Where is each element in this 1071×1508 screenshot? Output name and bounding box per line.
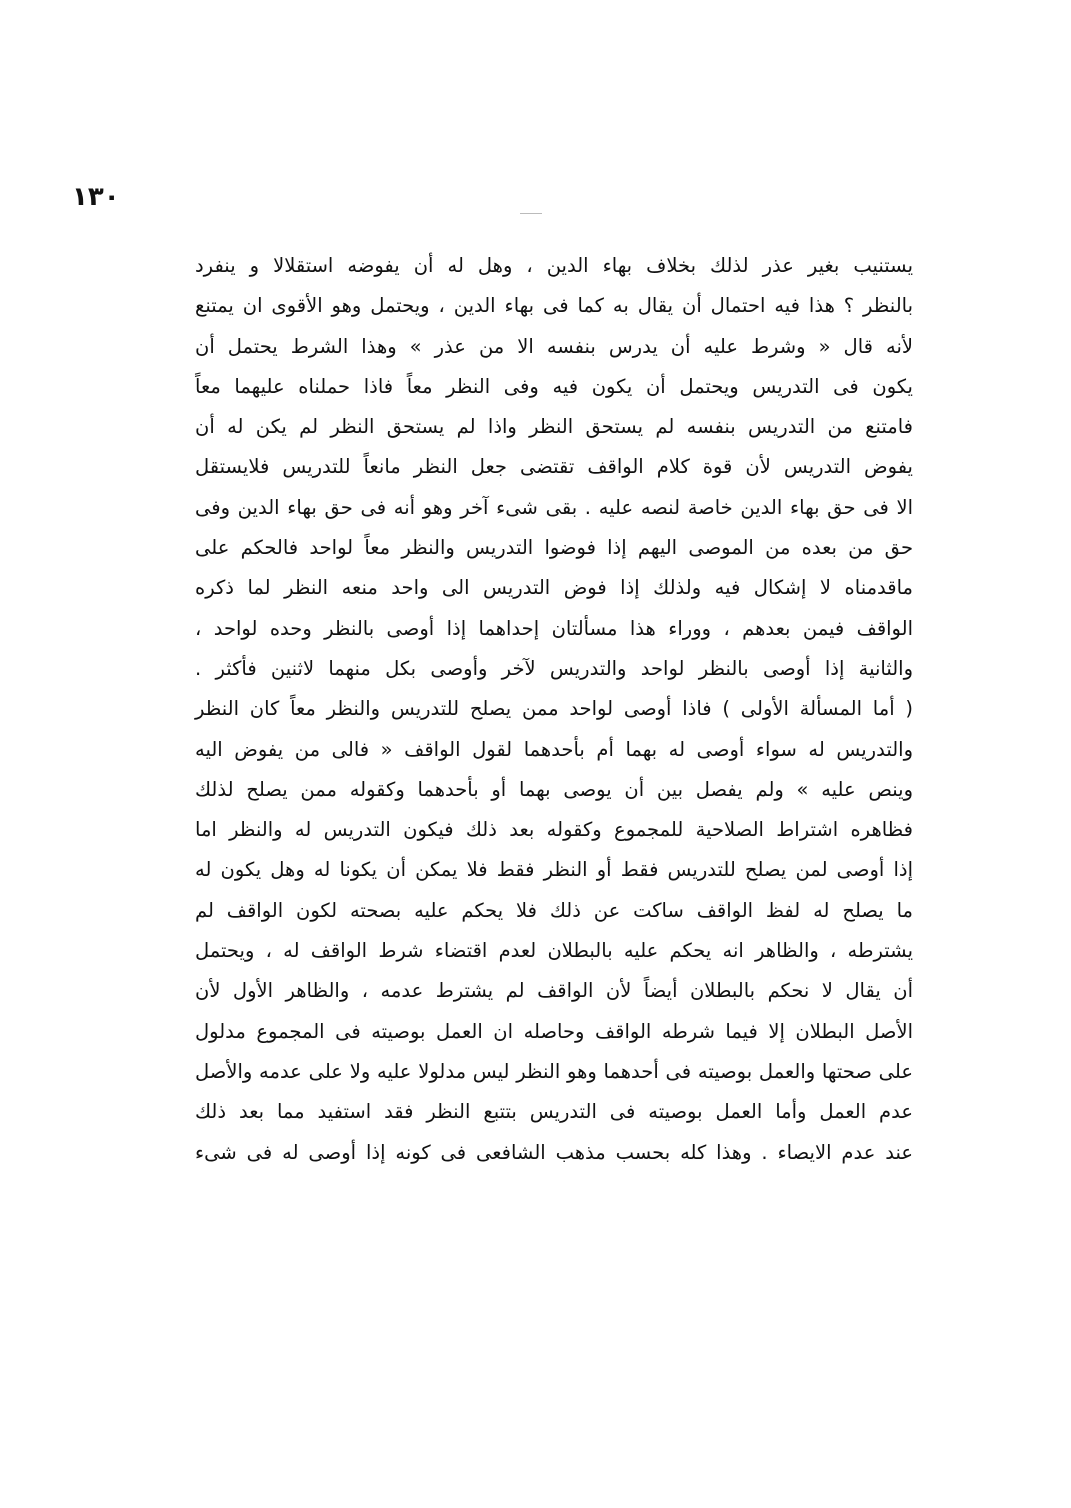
text-line: فامتنع من التدريس بنفسه لم يستحق النظر واذا لم يستحق النظر لم يكن له أن bbox=[195, 415, 913, 439]
page-number: ١٣٠ bbox=[72, 182, 120, 212]
header-rule bbox=[520, 213, 542, 214]
text-line: وينص عليه » ولم يفصل بين أن يوصى بهما أو بأحدهما وكقوله ممن يصلح لذلك bbox=[195, 777, 913, 801]
text-line: لأنه قال « وشرط عليه أن يدرس بنفسه الا من عذر » وهذا الشرط يحتمل أن bbox=[195, 334, 913, 358]
text-line: إذا أوصى لمن يصلح للتدريس فقط أو النظر فقط فلا يمكن أن يكونا له وهل يكون له bbox=[195, 858, 913, 882]
text-line: والثانية إذا أوصى بالنظر لواحد والتدريس لآخر وأوصى بكل منهما لاثنين فأكثر . bbox=[195, 656, 913, 680]
text-line: ماقدمناه لا إشكال فيه ولذلك إذا فوض التدريس الى واحد منعه النظر لما ذكره bbox=[195, 576, 913, 600]
text-line: يشترطه ، والظاهر انه يحكم عليه بالبطلان لعدم اقتضاء شرط الواقف له ، ويحتمل bbox=[195, 939, 913, 963]
text-line: الأصل البطلان إلا فيما شرطه الواقف وحاصله ان العمل بوصيته فى المجموع مدلول bbox=[195, 1019, 913, 1043]
text-line: يفوض التدريس لأن قوة كلام الواقف تقتضى جعل النظر مانعاً للتدريس فلايستقل bbox=[195, 455, 913, 479]
text-line: عند عدم الايصاء . وهذا كله بحسب مذهب الشافعى فى كونه إذا أوصى له فى شىء bbox=[195, 1140, 913, 1164]
text-line: الواقف فيمن بعدهم ، ووراء هذا مسألتان إحداهما إذا أوصى بالنظر وحده لواحد ، bbox=[195, 616, 913, 640]
text-line: والتدريس له سواء أوصى له بهما أم بأحدهما لقول الواقف « فالى من يفوض اليه bbox=[195, 737, 913, 761]
text-line: حق من بعده من الموصى اليهم إذا فوضوا التدريس والنظر معاً لواحد فالحكم على bbox=[195, 536, 913, 560]
text-line: عدم العمل وأما العمل بوصيته فى التدريس بتتبع النظر فقد استفيد مما بعد ذلك bbox=[195, 1100, 913, 1124]
text-line: الا فى حق بهاء الدين خاصة لنصه عليه . بقى شىء آخر وهو أنه فى حق بهاء الدين وفى bbox=[195, 495, 913, 519]
text-line: يكون فى التدريس ويحتمل أن يكون فيه وفى النظر معاً فاذا حملناه عليهما معاً bbox=[195, 374, 913, 398]
text-line: ما يصلح له لفظ الواقف ساكت عن ذلك فلا يحكم عليه بصحته لكون الواقف لم bbox=[195, 898, 913, 922]
body-text bbox=[195, 246, 913, 1173]
text-line: فظاهره اشتراط الصلاحية للمجموع وكقوله بعد ذلك فيكون التدريس له والنظر اما bbox=[195, 818, 913, 842]
text-line: بالنظر ؟ هذا فيه احتمال أن يقال به كما فى بهاء الدين ، ويحتمل وهو الأقوى ان يمتنع bbox=[195, 294, 913, 318]
text-line: على صحتها والعمل بوصيته فى أحدهما وهو النظر ليس مدلولا عليه ولا على عدمه والأصل bbox=[195, 1059, 913, 1083]
text-line: ( أما المسألة الأولى ) فاذا أوصى لواحد ممن يصلح للتدريس والنظر معاً كان النظر bbox=[195, 697, 913, 721]
text-line: يستنيب بغير عذر لذلك بخلاف بهاء الدين ، وهل له أن يفوضه استقلالا و ينفرد bbox=[195, 254, 913, 277]
text-line: أن يقال لا نحكم بالبطلان أيضاً لأن الواقف لم يشترط عدمه ، والظاهر الأول لأن bbox=[195, 979, 913, 1003]
